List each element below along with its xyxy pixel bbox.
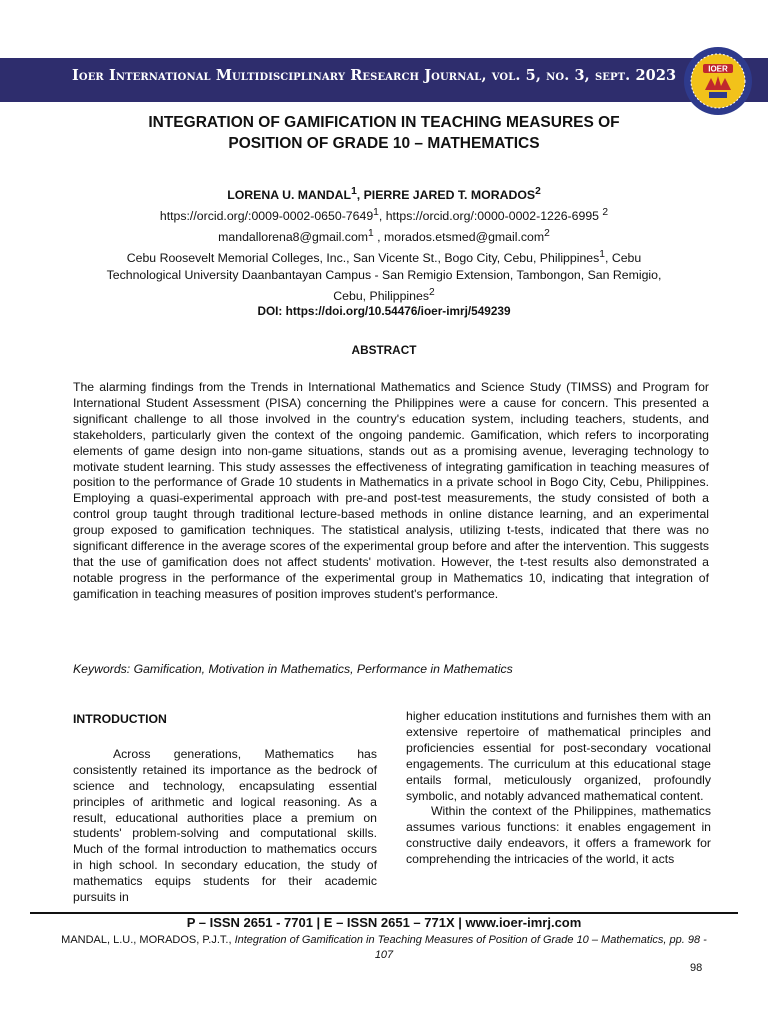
intro-paragraph-1-cont: higher education institutions and furnishes them with an extensive repertoire of mathematical principles and proficiencies essential for post-secondary vocational engagements. The curriculum at this educational stage entails formal, meticulously organized, profoundly symbolic, and notably advanced mathematical content. <box>406 709 711 803</box>
footer-issn: P – ISSN 2651 - 7701 | E – ISSN 2651 – 771X | www.ioer-imrj.com <box>186 915 582 930</box>
intro-left-column <box>73 712 377 906</box>
seal-base <box>709 92 727 98</box>
keywords: Keywords: Gamification, Motivation in Mathematics, Performance in Mathematics <box>73 662 513 676</box>
abstract-text: The alarming findings from the Trends in International Mathematics and Science Study (TIMSS) and Program for International Student Assessment (PISA) concerning the Philippines were a cause for concern. This presented a significant challenge to all those involved in the country's education system, including teachers, students, and stakeholders, particularly given the context of the ongoing pandemic. Gamification, which refers to incorporating elements of game design into non-game situations, stands out as a promising avenue, leveraging technology to motivate student learning. This study assesses the effectiveness of integrating gamification in teaching measures of position to the performance of Grade 10 students in Mathematics in a private school in Bogo City, Cebu, Philippines. Employing a quasi-experimental approach with pre-and post-test measurements, the study consisted of both a control group taught through traditional lecture-based methods in online distance learning, and an experimental group exposed to gamification techniques. The statistical analysis, utilizing t-tests, indicated that there was no significant difference in the average scores of the experimental group before and after the intervention. This suggests that the use of gamification does not affect students' motivation. However, the t-test results also demonstrated a notable progress in the performance of the experimental group in Mathematics 10, indicating that integration of gamification in teaching measures of position improves student's performance. <box>73 380 709 601</box>
affiliation-line-3: Cebu, Philippines$^2$ <box>333 287 435 304</box>
ioer-logo <box>683 46 753 116</box>
author-names: LORENA U. MANDAL$^1$, PIERRE JARED T. MORADOS$^2$ <box>227 186 541 203</box>
paper-title: INTEGRATION OF GAMIFICATION IN TEACHING MEASURES OF POSITION OF GRADE 10 – MATHEMATICS <box>148 114 620 152</box>
seal-text: IOER <box>708 64 728 74</box>
abstract-heading: ABSTRACT <box>351 343 417 357</box>
affiliation-line-2: Technological University Daanbantayan Campus - San Remigio Extension, Tambongon, San Remigio, <box>106 268 662 283</box>
author-emails: mandallorena8@gmail.com$^1$ , morados.etsmed@gmail.com$^2$ <box>218 228 550 245</box>
author-orcids: https://orcid.org/:0009-0002-0650-7649$^1$, https://orcid.org/:0000-0002-1226-6995 $^2$ <box>159 207 609 224</box>
intro-paragraph-2: Within the context of the Philippines, mathematics assumes various functions: it enables engagement in constructive daily endeavors, it offers a framework for comprehending the intricacies of the world, it acts <box>406 804 711 867</box>
affiliation-line-1: Cebu Roosevelt Memorial Colleges, Inc., San Vicente St., Bogo City, Cebu, Philippines$^1$, Cebu <box>126 249 642 266</box>
journal-title: Ioer International Multidisciplinary Research Journal, vol. 5, no. 3, sept. 2023 <box>72 67 677 84</box>
footer-divider <box>30 912 738 914</box>
introduction-heading: INTRODUCTION <box>73 712 167 726</box>
intro-right-column <box>406 709 711 868</box>
footer-citation: MANDAL, L.U., MORADOS, P.J.T., Integration of Gamification in Teaching Measures of Position of Grade 10 – Mathematics, pp. 98 - 107 <box>61 934 707 961</box>
page-number: 98 <box>690 962 703 974</box>
author-block <box>60 183 708 305</box>
journal-banner <box>0 58 768 102</box>
doi-link[interactable]: DOI: https://doi.org/10.54476/ioer-imrj/549239 <box>257 304 511 318</box>
intro-paragraph-1: Across generations, Mathematics has consistently retained its importance as the bedrock of science and technology, encapsulating essential principles of arithmetic and logical reasoning. As a result, educational authorities place a premium on students' problem-solving and computational skills. Much of the formal introduction to mathematics occurs in high school. In secondary education, the study of mathematics equips students for their academic pursuits in <box>73 746 377 905</box>
